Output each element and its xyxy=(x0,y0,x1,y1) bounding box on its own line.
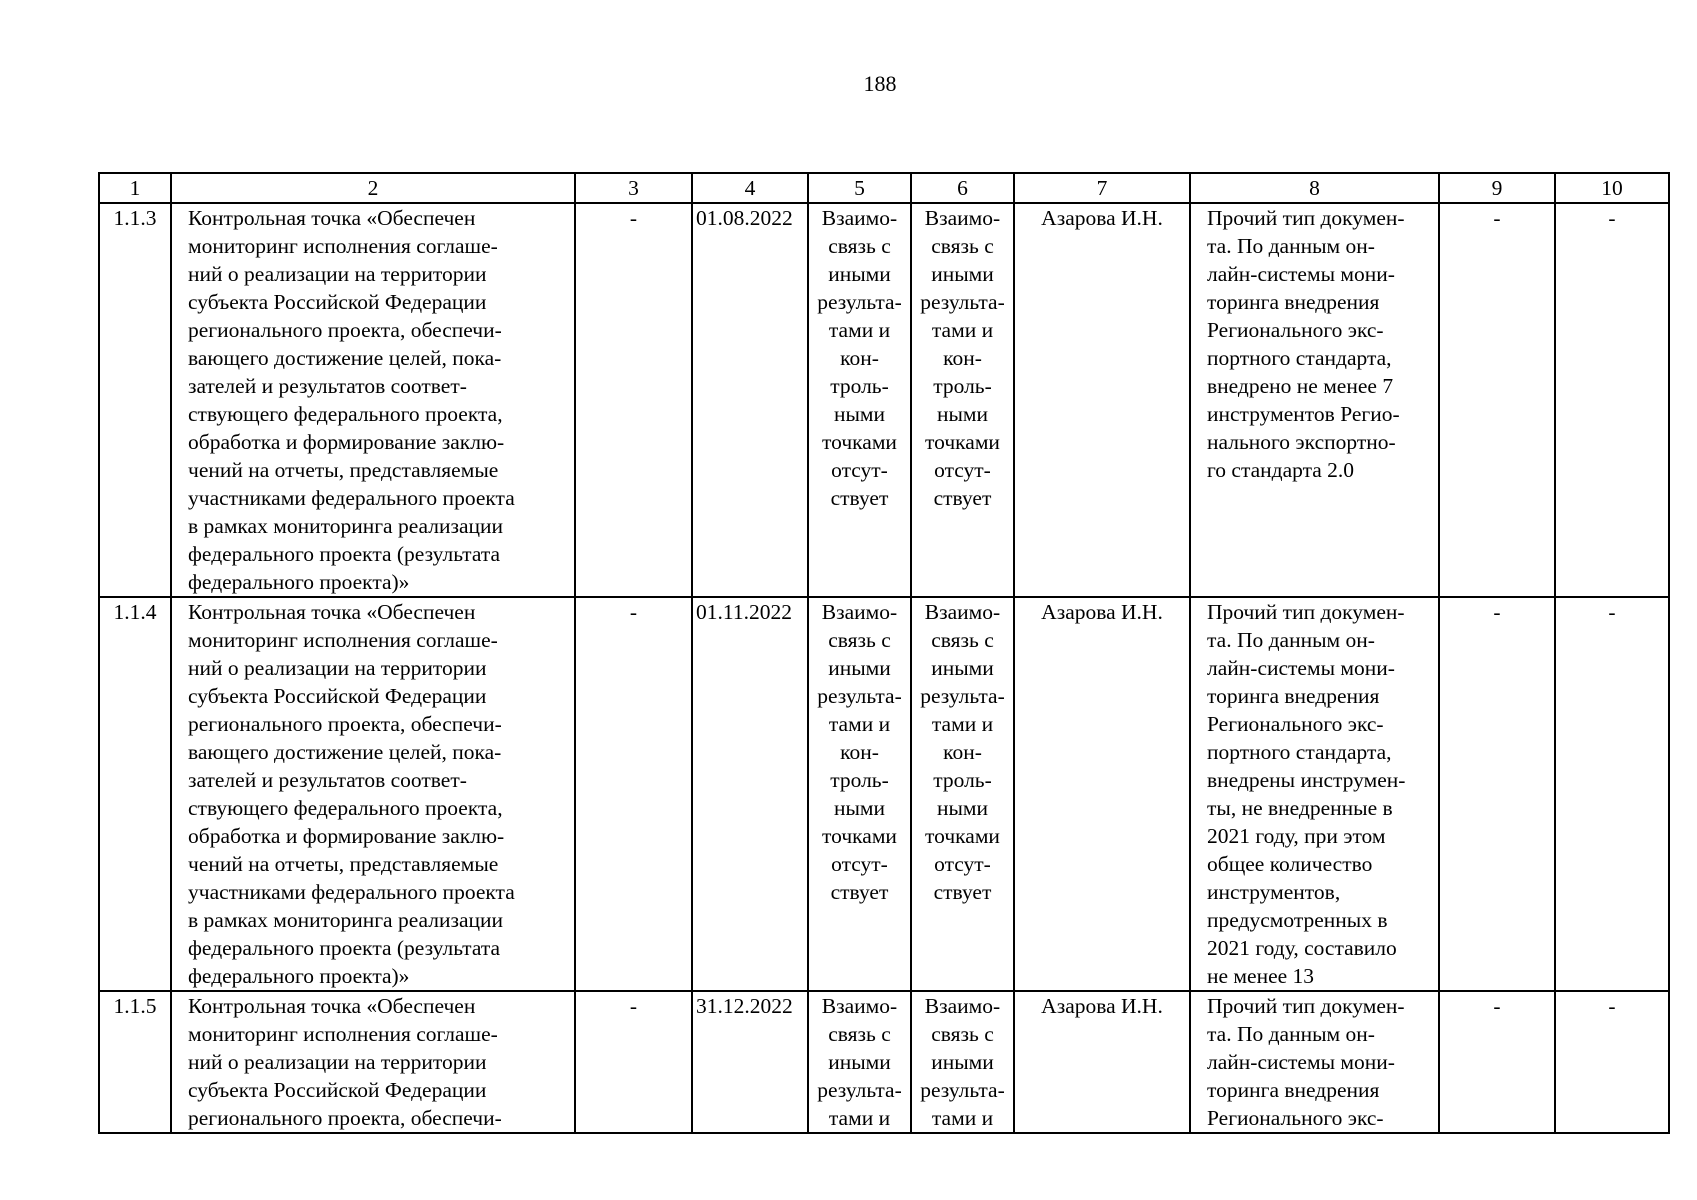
relation-cell-line: троль- xyxy=(830,374,889,398)
header-cell: 5 xyxy=(808,173,911,203)
document-type-cell-line: та. По данным он- xyxy=(1207,234,1375,258)
relation-cell-line: ствует xyxy=(933,880,992,904)
relation-cell-line: ными xyxy=(833,796,886,820)
control-point-name-cell-line: вающего достижение целей, пока- xyxy=(188,346,502,370)
document-type-cell-line: Прочий тип докумен- xyxy=(1207,994,1405,1018)
relation-cell-line: троль- xyxy=(830,768,889,792)
control-point-name-cell-line: Контрольная точка «Обеспечен xyxy=(188,206,476,230)
date-cell: 31.12.2022 xyxy=(692,991,808,1133)
document-type-cell-line: 2021 году, при этом xyxy=(1207,824,1386,848)
control-point-name-cell xyxy=(171,991,575,1133)
relation-cell-line: тами и xyxy=(828,712,891,736)
relation-cell xyxy=(808,203,911,597)
control-point-name-cell-line: участниками федерального проекта xyxy=(188,486,515,510)
control-point-name-cell-line: мониторинг исполнения соглаше- xyxy=(188,234,498,258)
report-table xyxy=(98,172,1670,1134)
relation-cell-line: точками xyxy=(822,430,897,454)
responsible-cell: Азарова И.Н. xyxy=(1014,203,1190,597)
control-point-name-cell-line: мониторинг исполнения соглаше- xyxy=(188,1022,498,1046)
relation-cell-line: связь с xyxy=(828,1022,891,1046)
relation-cell-line: ными xyxy=(936,796,989,820)
relation-cell-line: Взаимо- xyxy=(821,994,898,1018)
document-type-cell-line: портного стандарта, xyxy=(1207,740,1392,764)
relation-cell-line: иными xyxy=(828,656,891,680)
relation-cell-line: связь с xyxy=(931,234,994,258)
relation-cell-line: тами и xyxy=(931,712,994,736)
column-3-cell: - xyxy=(575,203,692,597)
control-point-name-cell-line: федерального проекта)» xyxy=(188,964,410,988)
document-type-cell-line: Прочий тип докумен- xyxy=(1207,206,1405,230)
control-point-name-cell-line: в рамках мониторинга реализации xyxy=(188,514,504,538)
control-point-name-cell-line: ствующего федерального проекта, xyxy=(188,796,503,820)
relation-cell-line: троль- xyxy=(933,374,992,398)
relation-cell-line: связь с xyxy=(931,1022,994,1046)
table-row xyxy=(99,203,1669,597)
column-10-cell: - xyxy=(1555,597,1669,991)
control-point-name-cell-line: ний о реализации на территории xyxy=(188,1050,487,1074)
document-type-cell-line: го стандарта 2.0 xyxy=(1207,458,1355,482)
relation-cell-line: Взаимо- xyxy=(924,600,1001,624)
document-type-cell-line: ты, не внедренные в xyxy=(1207,796,1393,820)
control-point-name-cell-line: обработка и формирование заклю- xyxy=(188,430,505,454)
relation-cell-line: отсут- xyxy=(831,852,888,876)
relation-cell-line: кон- xyxy=(840,740,879,764)
relation-cell-line: связь с xyxy=(828,628,891,652)
column-3-cell: - xyxy=(575,991,692,1133)
document-type-cell-line: торинга внедрения xyxy=(1207,290,1380,314)
document-type-cell-line: инструментов Регио- xyxy=(1207,402,1400,426)
document-type-cell xyxy=(1190,597,1439,991)
relation-cell-line: иными xyxy=(931,262,994,286)
header-cell: 1 xyxy=(99,173,171,203)
column-9-cell: - xyxy=(1439,597,1555,991)
relation-cell-line: результа- xyxy=(817,684,902,708)
relation-cell-line: Взаимо- xyxy=(924,206,1001,230)
control-point-name-cell-line: чений на отчеты, представляемые xyxy=(188,852,499,876)
document-type-cell-line: Прочий тип докумен- xyxy=(1207,600,1405,624)
document-type-cell-line: лайн-системы мони- xyxy=(1207,1050,1395,1074)
document-type-cell-line: предусмотренных в xyxy=(1207,908,1388,932)
column-10-cell: - xyxy=(1555,203,1669,597)
document-type-cell-line: 2021 году, составило xyxy=(1207,936,1397,960)
relation-cell-line: результа- xyxy=(920,1078,1005,1102)
document-type-cell-line: Регионального экс- xyxy=(1207,1106,1384,1130)
control-point-name-cell-line: федерального проекта (результата xyxy=(188,936,501,960)
relation-cell-line: результа- xyxy=(920,290,1005,314)
document-type-cell-line: нального экспортно- xyxy=(1207,430,1396,454)
control-point-name-cell-line: субъекта Российской Федерации xyxy=(188,684,487,708)
header-cell: 3 xyxy=(575,173,692,203)
document-type-cell-line: портного стандарта, xyxy=(1207,346,1392,370)
control-point-name-cell xyxy=(171,597,575,991)
document-type-cell-line: торинга внедрения xyxy=(1207,1078,1380,1102)
document-type-cell-line: общее количество xyxy=(1207,852,1373,876)
relation-cell-line: связь с xyxy=(931,628,994,652)
relation-cell xyxy=(911,597,1014,991)
document-type-cell-line: та. По данным он- xyxy=(1207,1022,1375,1046)
control-point-name-cell-line: регионального проекта, обеспечи- xyxy=(188,318,502,342)
table-row xyxy=(99,597,1669,991)
relation-cell-line: Взаимо- xyxy=(924,994,1001,1018)
relation-cell-line: отсут- xyxy=(934,852,991,876)
relation-cell-line: связь с xyxy=(828,234,891,258)
document-type-cell-line: Регионального экс- xyxy=(1207,712,1384,736)
relation-cell-line: точками xyxy=(925,430,1000,454)
control-point-name-cell-line: субъекта Российской Федерации xyxy=(188,1078,487,1102)
control-point-name-cell-line: зателей и результатов соответ- xyxy=(188,768,467,792)
header-cell: 10 xyxy=(1555,173,1669,203)
control-point-name-cell-line: субъекта Российской Федерации xyxy=(188,290,487,314)
responsible-cell: Азарова И.Н. xyxy=(1014,991,1190,1133)
page-number: 188 xyxy=(863,71,897,96)
control-point-name-cell-line: ний о реализации на территории xyxy=(188,262,487,286)
header-cell: 8 xyxy=(1190,173,1439,203)
document-type-cell-line: торинга внедрения xyxy=(1207,684,1380,708)
relation-cell-line: тами и xyxy=(828,318,891,342)
relation-cell-line: результа- xyxy=(920,684,1005,708)
relation-cell-line: ствует xyxy=(830,880,889,904)
header-cell: 9 xyxy=(1439,173,1555,203)
document-type-cell-line: та. По данным он- xyxy=(1207,628,1375,652)
relation-cell-line: тами и xyxy=(828,1106,891,1130)
relation-cell-line: результа- xyxy=(817,1078,902,1102)
document-type-cell-line: лайн-системы мони- xyxy=(1207,656,1395,680)
row-number-cell: 1.1.4 xyxy=(99,597,171,991)
relation-cell-line: иными xyxy=(828,262,891,286)
control-point-name-cell-line: зателей и результатов соответ- xyxy=(188,374,467,398)
header-cell: 6 xyxy=(911,173,1014,203)
column-9-cell: - xyxy=(1439,991,1555,1133)
column-9-cell: - xyxy=(1439,203,1555,597)
control-point-name-cell-line: обработка и формирование заклю- xyxy=(188,824,505,848)
control-point-name-cell xyxy=(171,203,575,597)
relation-cell xyxy=(808,991,911,1133)
relation-cell-line: ствует xyxy=(933,486,992,510)
control-point-name-cell-line: мониторинг исполнения соглаше- xyxy=(188,628,498,652)
relation-cell-line: ствует xyxy=(830,486,889,510)
relation-cell-line: Взаимо- xyxy=(821,600,898,624)
relation-cell-line: результа- xyxy=(817,290,902,314)
relation-cell-line: Взаимо- xyxy=(821,206,898,230)
control-point-name-cell-line: регионального проекта, обеспечи- xyxy=(188,712,502,736)
control-point-name-cell-line: Контрольная точка «Обеспечен xyxy=(188,600,476,624)
relation-cell-line: точками xyxy=(822,824,897,848)
document-type-cell xyxy=(1190,203,1439,597)
relation-cell-line: отсут- xyxy=(831,458,888,482)
control-point-name-cell-line: чений на отчеты, представляемые xyxy=(188,458,499,482)
relation-cell-line: иными xyxy=(931,1050,994,1074)
control-point-name-cell-line: вающего достижение целей, пока- xyxy=(188,740,502,764)
row-number-cell: 1.1.5 xyxy=(99,991,171,1133)
relation-cell-line: отсут- xyxy=(934,458,991,482)
relation-cell-line: тами и xyxy=(931,1106,994,1130)
relation-cell-line: точками xyxy=(925,824,1000,848)
date-cell: 01.11.2022 xyxy=(692,597,808,991)
relation-cell-line: иными xyxy=(828,1050,891,1074)
control-point-name-cell-line: ний о реализации на территории xyxy=(188,656,487,680)
column-3-cell: - xyxy=(575,597,692,991)
relation-cell xyxy=(808,597,911,991)
relation-cell-line: ными xyxy=(833,402,886,426)
control-point-name-cell-line: федерального проекта (результата xyxy=(188,542,501,566)
relation-cell-line: ными xyxy=(936,402,989,426)
document-type-cell-line: не менее 13 xyxy=(1207,964,1315,988)
header-cell: 2 xyxy=(171,173,575,203)
relation-cell-line: кон- xyxy=(943,346,982,370)
control-point-name-cell-line: участниками федерального проекта xyxy=(188,880,515,904)
control-point-name-cell-line: регионального проекта, обеспечи- xyxy=(188,1106,502,1130)
document-type-cell-line: Регионального экс- xyxy=(1207,318,1384,342)
relation-cell xyxy=(911,991,1014,1133)
control-point-name-cell-line: Контрольная точка «Обеспечен xyxy=(188,994,476,1018)
document-type-cell-line: внедрено не менее 7 xyxy=(1207,374,1394,398)
document-type-cell-line: инструментов, xyxy=(1207,880,1341,904)
header-row xyxy=(99,173,1669,203)
document-type-cell-line: внедрены инструмен- xyxy=(1207,768,1406,792)
relation-cell-line: иными xyxy=(931,656,994,680)
control-point-name-cell-line: федерального проекта)» xyxy=(188,570,410,594)
control-point-name-cell-line: ствующего федерального проекта, xyxy=(188,402,503,426)
relation-cell-line: кон- xyxy=(840,346,879,370)
row-number-cell: 1.1.3 xyxy=(99,203,171,597)
column-10-cell: - xyxy=(1555,991,1669,1133)
relation-cell xyxy=(911,203,1014,597)
table-row xyxy=(99,991,1669,1133)
document-type-cell-line: лайн-системы мони- xyxy=(1207,262,1395,286)
control-point-name-cell-line: в рамках мониторинга реализации xyxy=(188,908,504,932)
date-cell: 01.08.2022 xyxy=(692,203,808,597)
header-cell: 4 xyxy=(692,173,808,203)
relation-cell-line: кон- xyxy=(943,740,982,764)
responsible-cell: Азарова И.Н. xyxy=(1014,597,1190,991)
header-cell: 7 xyxy=(1014,173,1190,203)
document-type-cell xyxy=(1190,991,1439,1133)
relation-cell-line: тами и xyxy=(931,318,994,342)
relation-cell-line: троль- xyxy=(933,768,992,792)
